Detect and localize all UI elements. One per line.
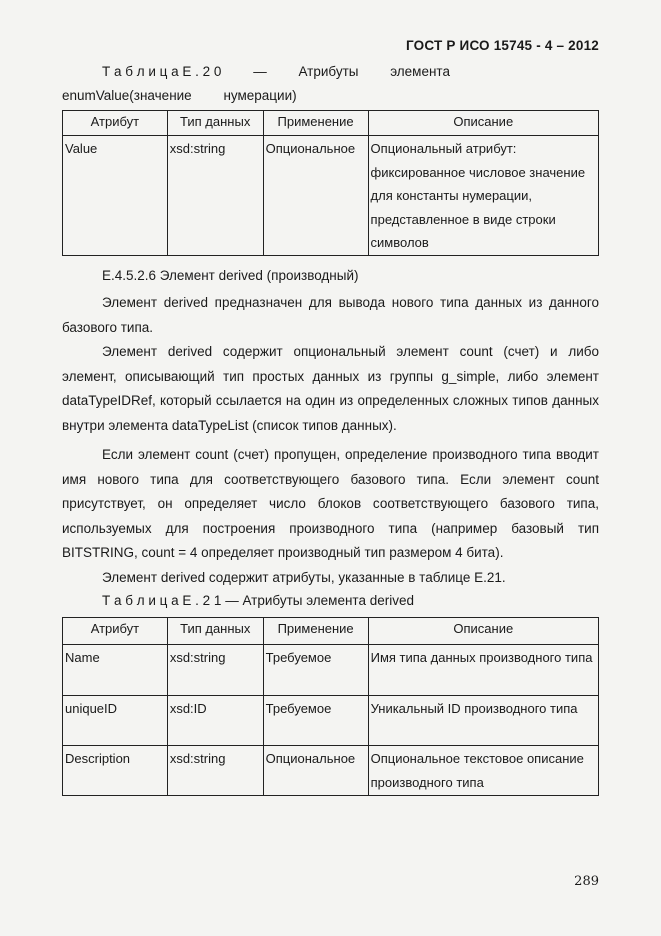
table-20-caption-rest: — Атрибуты элемента enumValue(значение нумерации)	[62, 64, 450, 103]
table-20	[62, 110, 599, 256]
table-cell: Description	[63, 746, 168, 796]
table-cell: Name	[63, 645, 168, 696]
column-header: Применение	[263, 618, 368, 645]
table-20-caption-label: Т а б л и ц а Е . 2 0	[102, 64, 222, 79]
table-21-caption-rest: — Атрибуты элемента derived	[221, 593, 414, 608]
column-header: Атрибут	[63, 111, 168, 136]
table-row	[63, 645, 599, 696]
table-21-caption	[102, 589, 414, 613]
column-header: Тип данных	[167, 618, 263, 645]
column-header: Тип данных	[167, 111, 263, 136]
table-cell: Уникальный ID производного типа	[368, 696, 598, 746]
column-header: Описание	[368, 111, 598, 136]
table-21	[62, 617, 599, 796]
table-21-header-row	[63, 618, 599, 645]
column-header: Атрибут	[63, 618, 168, 645]
table-row	[63, 136, 599, 256]
table-20-caption	[62, 60, 599, 108]
table-row	[63, 746, 599, 796]
table-cell: xsd:string	[167, 645, 263, 696]
table-cell: xsd:string	[167, 746, 263, 796]
paragraph: Элемент derived содержит опциональный элемент count (счет) и либо элемент, описывающий тип простых данных из группы g_simple, либо элемент dataTypeIDRef, который ссылается на один из определенных сложных типов данных внутри элемента dataTypeList (список типов данных).	[62, 344, 599, 433]
table-cell: Имя типа данных производного типа	[368, 645, 598, 696]
table-cell: Опциональный атрибут: фиксированное числовое значение для константы нумерации, представленное в виде строки символов	[368, 136, 598, 256]
table-cell: uniqueID	[63, 696, 168, 746]
table-cell: Value	[63, 136, 168, 256]
table-cell: Опциональное текстовое описание производного типа	[368, 746, 598, 796]
table-cell: Опциональное	[263, 746, 368, 796]
paragraph: Если элемент count (счет) пропущен, определение производного типа вводит имя нового типа для соответствующего базового типа. Если элемент count присутствует, он определяет число блоков соответствующего базового типа, используемых для построения производного типа (например базовый тип BITSTRING, count = 4 определяет производный тип размером 4 бита).	[62, 447, 599, 561]
table-row	[63, 696, 599, 746]
table-cell: Опциональное	[263, 136, 368, 256]
paragraph: Элемент derived предназначен для вывода нового типа данных из данного базового типа.	[62, 295, 599, 335]
table-cell: xsd:ID	[167, 696, 263, 746]
section-heading: E.4.5.2.6 Элемент derived (производный)	[102, 268, 359, 283]
table-cell: Требуемое	[263, 645, 368, 696]
column-header: Применение	[263, 111, 368, 136]
table-20-header-row	[63, 111, 599, 136]
table-cell: Требуемое	[263, 696, 368, 746]
page-number: 289	[574, 874, 599, 889]
table-21-caption-label: Т а б л и ц а Е . 2 1	[102, 593, 222, 608]
column-header: Описание	[368, 618, 598, 645]
paragraph: Элемент derived содержит атрибуты, указанные в таблице Е.21.	[102, 570, 506, 585]
table-cell: xsd:string	[167, 136, 263, 256]
document-header: ГОСТ Р ИСО 15745 - 4 – 2012	[406, 38, 599, 53]
